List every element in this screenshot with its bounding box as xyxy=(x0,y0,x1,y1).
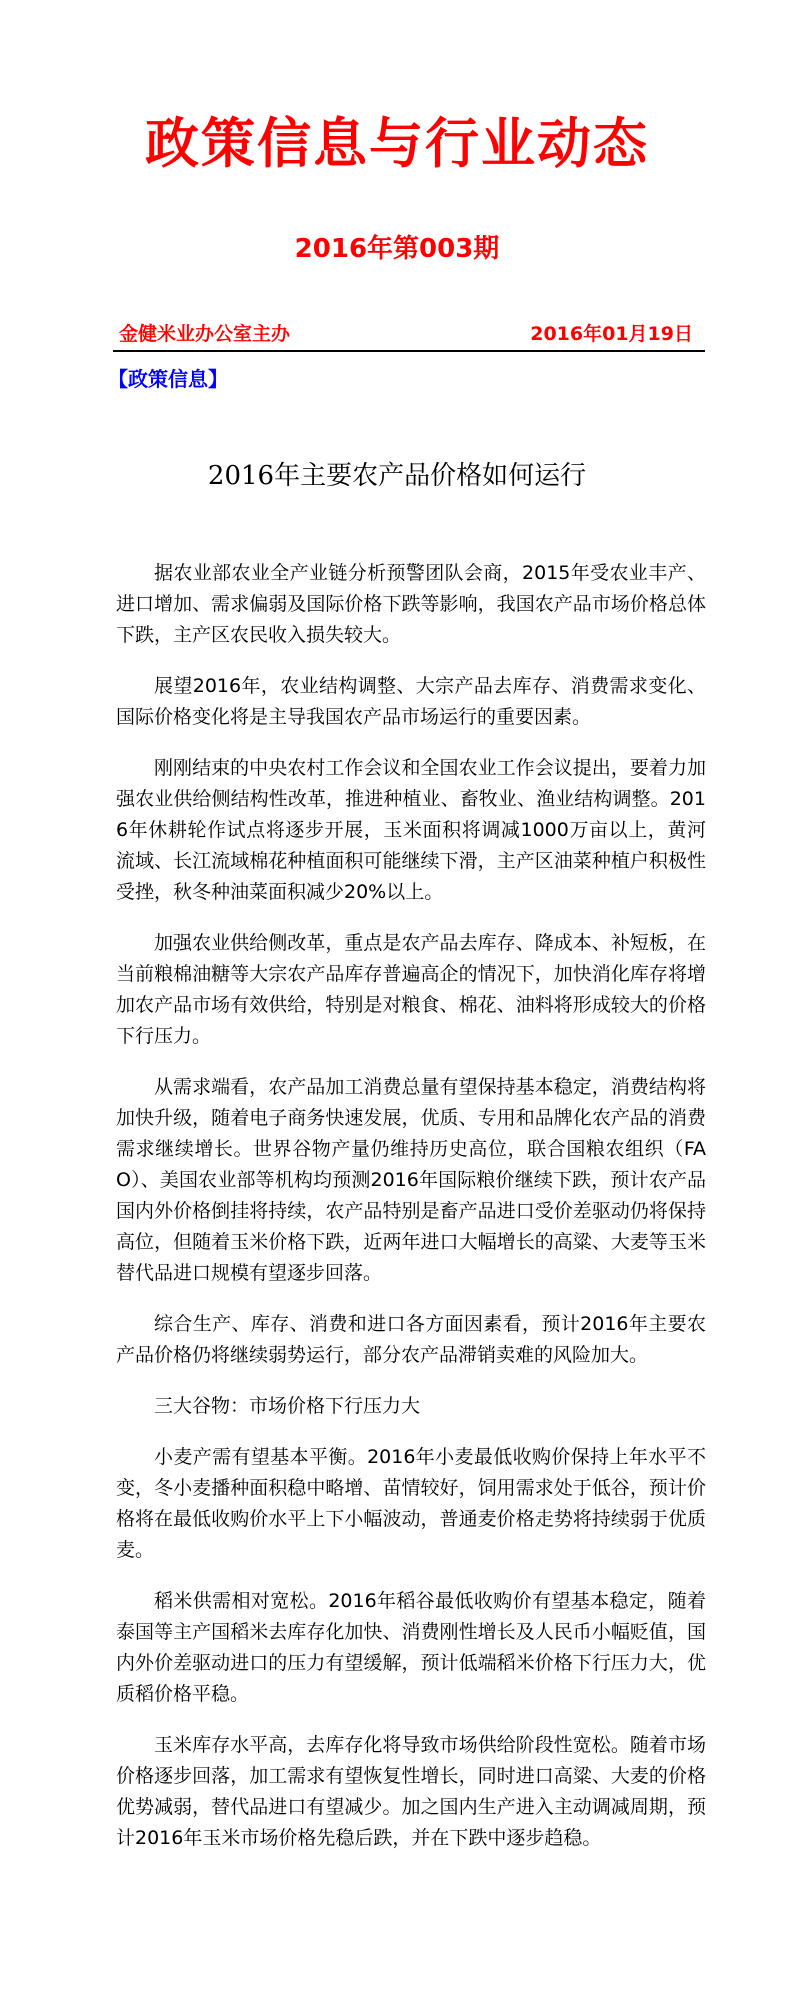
masthead-title: 政策信息与行业动态 xyxy=(145,112,649,175)
publish-date: 2016年01月19日 xyxy=(530,323,693,345)
masthead-info-bar xyxy=(113,318,705,352)
publisher: 金健米业办公室主办 xyxy=(119,323,291,345)
paragraph: 从需求端看，农产品加工消费总量有望保持基本稳定，消费结构将加快升级，随着电子商务快速发展，优质、专用和品牌化农产品的消费需求继续增长。世界谷物产量仍维持历史高位，联合国粮农组织（FAO）、美国农业部等机构均预测2016年国际粮价继续下跌，预计农产品国内外价格倒挂将持续，农产品特别是畜产品进口受价差驱动仍将保持高位，但随着玉米价格下跌，近两年进口大幅增长的高粱、大麦等玉米替代品进口规模有望逐步回落。 xyxy=(116,1076,706,1284)
issue-number: 2016年第003期 xyxy=(294,234,500,264)
paragraph: 加强农业供给侧改革，重点是农产品去库存、降成本、补短板，在当前粮棉油糖等大宗农产品库存普遍高企的情况下，加快消化库存将增加农产品市场有效供给，特别是对粮食、棉花、油料将形成较大的价格下行压力。 xyxy=(116,932,706,1047)
section-tag: 【政策信息】 xyxy=(108,367,228,391)
article-body xyxy=(116,558,706,1874)
paragraph: 稻米供需相对宽松。2016年稻谷最低收购价有望基本稳定，随着泰国等主产国稻米去库存化加快、消费刚性增长及人民币小幅贬值，国内外价差驱动进口的压力有望缓解，预计低端稻米价格下行压力大，优质稻价格平稳。 xyxy=(116,1590,706,1705)
paragraph: 综合生产、库存、消费和进口各方面因素看，预计2016年主要农产品价格仍将继续弱势运行，部分农产品滞销卖难的风险加大。 xyxy=(116,1313,706,1366)
article-title: 2016年主要农产品价格如何运行 xyxy=(207,461,587,491)
paragraph: 刚刚结束的中央农村工作会议和全国农业工作会议提出，要着力加强农业供给侧结构性改革，推进种植业、畜牧业、渔业结构调整。2016年休耕轮作试点将逐步开展，玉米面积将调减1000万亩以上，黄河流域、长江流域棉花种植面积可能继续下滑，主产区油菜种植户积极性受挫，秋冬种油菜面积减少20%以上。 xyxy=(116,757,706,903)
paragraph: 玉米库存水平高，去库存化将导致市场供给阶段性宽松。随着市场价格逐步回落，加工需求有望恢复性增长，同时进口高粱、大麦的价格优势减弱，替代品进口有望减少。加之国内生产进入主动调减周期，预计2016年玉米市场价格先稳后跌，并在下跌中逐步趋稳。 xyxy=(116,1734,706,1849)
subheading: 三大谷物：市场价格下行压力大 xyxy=(154,1395,421,1417)
paragraph: 据农业部农业全产业链分析预警团队会商，2015年受农业丰产、进口增加、需求偏弱及国际价格下跌等影响，我国农产品市场价格总体下跌，主产区农民收入损失较大。 xyxy=(116,562,706,646)
paragraph: 展望2016年，农业结构调整、大宗产品去库存、消费需求变化、国际价格变化将是主导我国农产品市场运行的重要因素。 xyxy=(116,675,706,728)
paragraph: 小麦产需有望基本平衡。2016年小麦最低收购价保持上年水平不变，冬小麦播种面积稳中略增、苗情较好，饲用需求处于低谷，预计价格将在最低收购价水平上下小幅波动，普通麦价格走势将持续弱于优质麦。 xyxy=(116,1446,706,1561)
